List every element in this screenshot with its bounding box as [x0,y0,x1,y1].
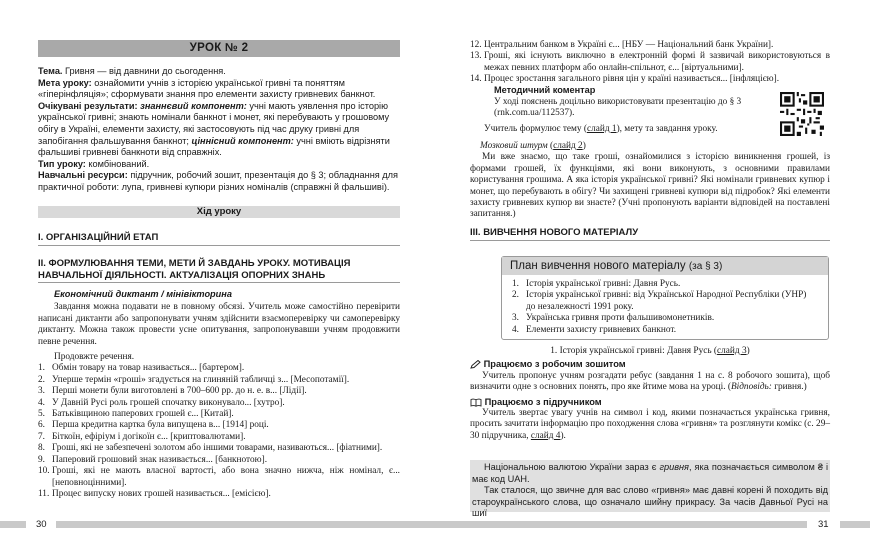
list-item-number: 11. [38,488,50,499]
list-item [38,398,400,409]
lesson-title: УРОК № 2 [38,40,400,57]
list-item-text: У Давній Русі роль грошей спочатку виконувало... [хутро]. [52,397,285,408]
notebook-heading: Працюємо з робочим зошитом [470,359,830,370]
list-item [38,363,400,374]
continue-prompt: Продовжте речення. [54,352,135,363]
list-item-text: Гроші, які не мають власної вартості, або вона значно нижча, ніж номінал, є... [неповноцінними]. [52,466,400,488]
plan-list [512,279,817,336]
list-item-number: 8. [38,443,45,454]
list-item-text: Батьківщиною паперових грошей є... [Китай]. [52,409,234,420]
list-item [38,489,400,500]
list-item-number: 12. [470,40,482,50]
list-item-number: 14. [470,74,482,85]
list-item-text: Уперше термін «гроші» згадується на глиняній табличці з... [Месопотамії]. [52,374,350,385]
list-item [512,313,817,324]
list-item-number: 2. [512,290,519,301]
list-item-number: 6. [38,420,45,431]
list-item-number: 2. [38,374,45,385]
lesson-info [38,66,400,194]
section-1-title: 1. Історія української гривні: Давня Русь (слайд 3) [550,346,750,356]
stage-3-heading: ІІІ. ВИВЧЕННЯ НОВОГО МАТЕРІАЛУ [470,227,830,241]
list-item-number: 4. [512,324,519,335]
list-item-number: 7. [38,431,45,442]
plan-box [501,256,829,340]
list-item-text: Обмін товару на товар називається... [бартером]. [52,363,245,374]
book-icon [470,398,482,407]
list-item-text: Історія української гривні: Давня Русь. [526,279,681,289]
footer-bar-left-long [56,521,435,528]
list-item-text: Елементи захисту гривневих банкнот. [526,324,677,335]
results-line: Очікувані результати: знаннєвий компонент: учні мають уявлення про історію української гривні; знають номінали банкнот і монет, які перебувають у грошовому обігу в Україні, елементи захисту, які застосовують під час друку гривні для запобігання фальшування банкнот; ціннісний компонент: учні вміють відрізняти фальшиві гривневі банкноти від справжніх. [38,100,390,158]
course-heading: Хід уроку [38,206,400,218]
footer-bar-left [0,521,26,528]
list-item-text: Історія української гривні: від Української Народної Республіки (УНР) до незалежності 1991 року. [526,290,807,312]
list-item-number: 10. [38,466,50,477]
list-item-number: 4. [38,397,45,408]
list-item [470,51,830,74]
slide-2-ref: слайд 2 [553,141,583,151]
list-item-text: Процес зростання загального рівня цін у країні називається... [інфляцією]. [484,74,780,85]
list-item-number: 13. [470,51,482,62]
textbook-heading: Працюємо з підручником [470,397,830,408]
notebook-text: Учитель пропонує учням розгадати ребус (завдання 1 на с. 8 робочого зошита), щоб визначити одне з основних понять, про яке йтиме мова на уроці. (Відповідь: гривня.) [470,370,830,393]
list-item-text: Перші монети були виготовлені в 700–600 рр. до н. е. в... [Лідії]. [52,386,307,397]
list-item-number: 1. [512,279,519,289]
list-item-text: Гроші, які не забезпечені золотом або іншими товарами, називаються... [фіатними]. [52,443,383,454]
dictation-intro: Завдання можна подавати не в повному обсязі. Учитель може самостійно перевірити написані диктанти або запропонувати учням здійснити взаємоперевірку чи самоперевірку диктанту. Можна також провести усне опитування, запропонувавши учням продовжити певне речення. [38,302,400,347]
list-item-number: 1. [38,363,45,374]
list-item [38,432,400,443]
list-item [38,409,400,420]
topic-line: Тема. Гривня — від давнини до сьогодення. [38,66,226,76]
list-item-text: Біткоїн, ефіріум і догікоїн є... [криптовалютами]. [52,431,246,442]
page-number-right: 31 [818,519,829,530]
list-item-text: Центральним банком в Україні є... [НБУ — Національний банк України]. [484,40,774,50]
list-item-number: 3. [512,313,519,324]
method-comment [472,84,820,144]
question-list-right [470,40,830,86]
list-item-text: Перша кредитна картка була випущена в... [1914] році. [52,420,269,431]
teacher-line: Учитель формулює тему (слайд 1), мету та завдання уроку. [484,123,718,134]
footer-bar-right [840,521,870,528]
list-item [38,420,400,431]
plan-ref: (за § 3) [688,261,723,272]
list-item-text: Паперовий грошовий знак називається... [банкнотою]. [52,454,268,465]
list-item [38,375,400,386]
list-item [38,455,400,466]
list-item [470,40,830,51]
stage-2-heading: ІІ. ФОРМУЛЮВАННЯ ТЕМИ, МЕТИ Й ЗАВДАНЬ УРОКУ. МОТИВАЦІЯ НАВЧАЛЬНОЇ ДІЯЛЬНОСТІ. АКТУАЛІЗАЦІЯ ОПОРНИХ ЗНАНЬ [38,258,400,283]
shaded-info-box [470,460,830,519]
brainstorm-text: Ми вже знаємо, що таке гроші, ознайомилися з історією виникнення грошей, із формами грошей, їх функціями, які вони виконують, з основними правилами користування грошима. А яка історія української гривні? Які номінали гривневих купюр і монет, що перебувають в обігу? Чи захищені гривневі купюри від підробок? Які елементи захисту гривневих купюр ви знаєте? (Учні пропонують варіанти відповідей на поставлені запитання.) [470,152,830,220]
list-item-text: Українська гривня проти фальшивомонетників. [526,313,715,324]
list-item [38,443,400,454]
method-title: Методичний коментар [494,85,596,95]
list-item [512,325,817,336]
list-item-text: Процес випуску нових грошей називається... [емісією]. [52,488,271,499]
question-list-left [38,363,400,500]
list-item-number: 5. [38,409,45,420]
pencil-icon [470,360,481,369]
resources-line: Навчальні ресурси: підручник, робочий зошит, презентація до § 3; обладнання для практичної роботи: лупа, гривневі купюри різних номіналів (справжні й фальшиві). [38,170,398,192]
dictation-title: Економічний диктант / мінівікторина [54,289,232,299]
shaded-paragraph-2: Так сталося, що звичне для вас слово «гривня» має давні корені й походить від староукраїнського слова, що означало шийну прикрасу. За часів Давньої Русі на шиї [472,485,828,519]
footer-bar-right-long [435,521,807,528]
dictation-section [38,289,400,500]
method-text: У ході пояснень доцільно використовувати презентацію до § 3 (rnk.com.ua/112537). [494,97,742,119]
list-item [38,466,400,489]
stage-1-heading: І. ОРГАНІЗАЦІЙНИЙ ЕТАП [38,232,400,246]
lesson-type-line: Тип уроку: комбінований. [38,158,150,169]
plan-header [502,257,828,275]
shaded-paragraph-1: Національною валютою України зараз є гривня, яка позначається символом ₴ і має код UAH. [472,462,828,484]
list-item [512,290,817,313]
page-number-left: 30 [36,519,47,530]
section-1 [470,346,830,442]
list-item [38,386,400,397]
qr-code-icon [780,92,824,136]
list-item-number: 9. [38,454,45,465]
list-item-number: 3. [38,386,45,397]
list-item-text: Гроші, які існують виключно в електронній формі й зазвичай використовуються в межах певних платформ або онлайн-спільнот, є... [віртуальними]. [484,51,830,73]
goal-line: Мета уроку: ознайомити учнів з історією української гривні та поняттям «гіперінфляція»; сформувати знання про елементи захисту гривневих банкнот. [38,77,376,100]
brainstorm-title: Мозковий штурм [480,141,548,151]
brainstorm-section: Мозковий штурм (слайд 2) Ми вже знаємо, що таке гроші, ознайомилися з історією виникнення грошей, із формами грошей, їх функціями, які вони виконують, з основними правилами користування грошима. А яка історія української гривні? Які номінали гривневих купюр і монет, що перебувають в обігу? Чи захищені гривневі купюри від підробок? Які елементи захисту гривневих купюр ви знаєте? (Учні пропонують варіанти відповідей на поставлені запитання.) [470,141,830,220]
plan-title: План вивчення нового матеріалу [510,260,686,272]
list-item [512,279,817,290]
question-list-right-wrap [470,40,830,86]
textbook-text: Учитель звертає увагу учнів на символ і код, якими позначається українська гривня, просить зачитати інформацію про походження слова «гривня» та розглянути комікс (с. 29–30 підручника, слайд 4). [470,408,830,441]
